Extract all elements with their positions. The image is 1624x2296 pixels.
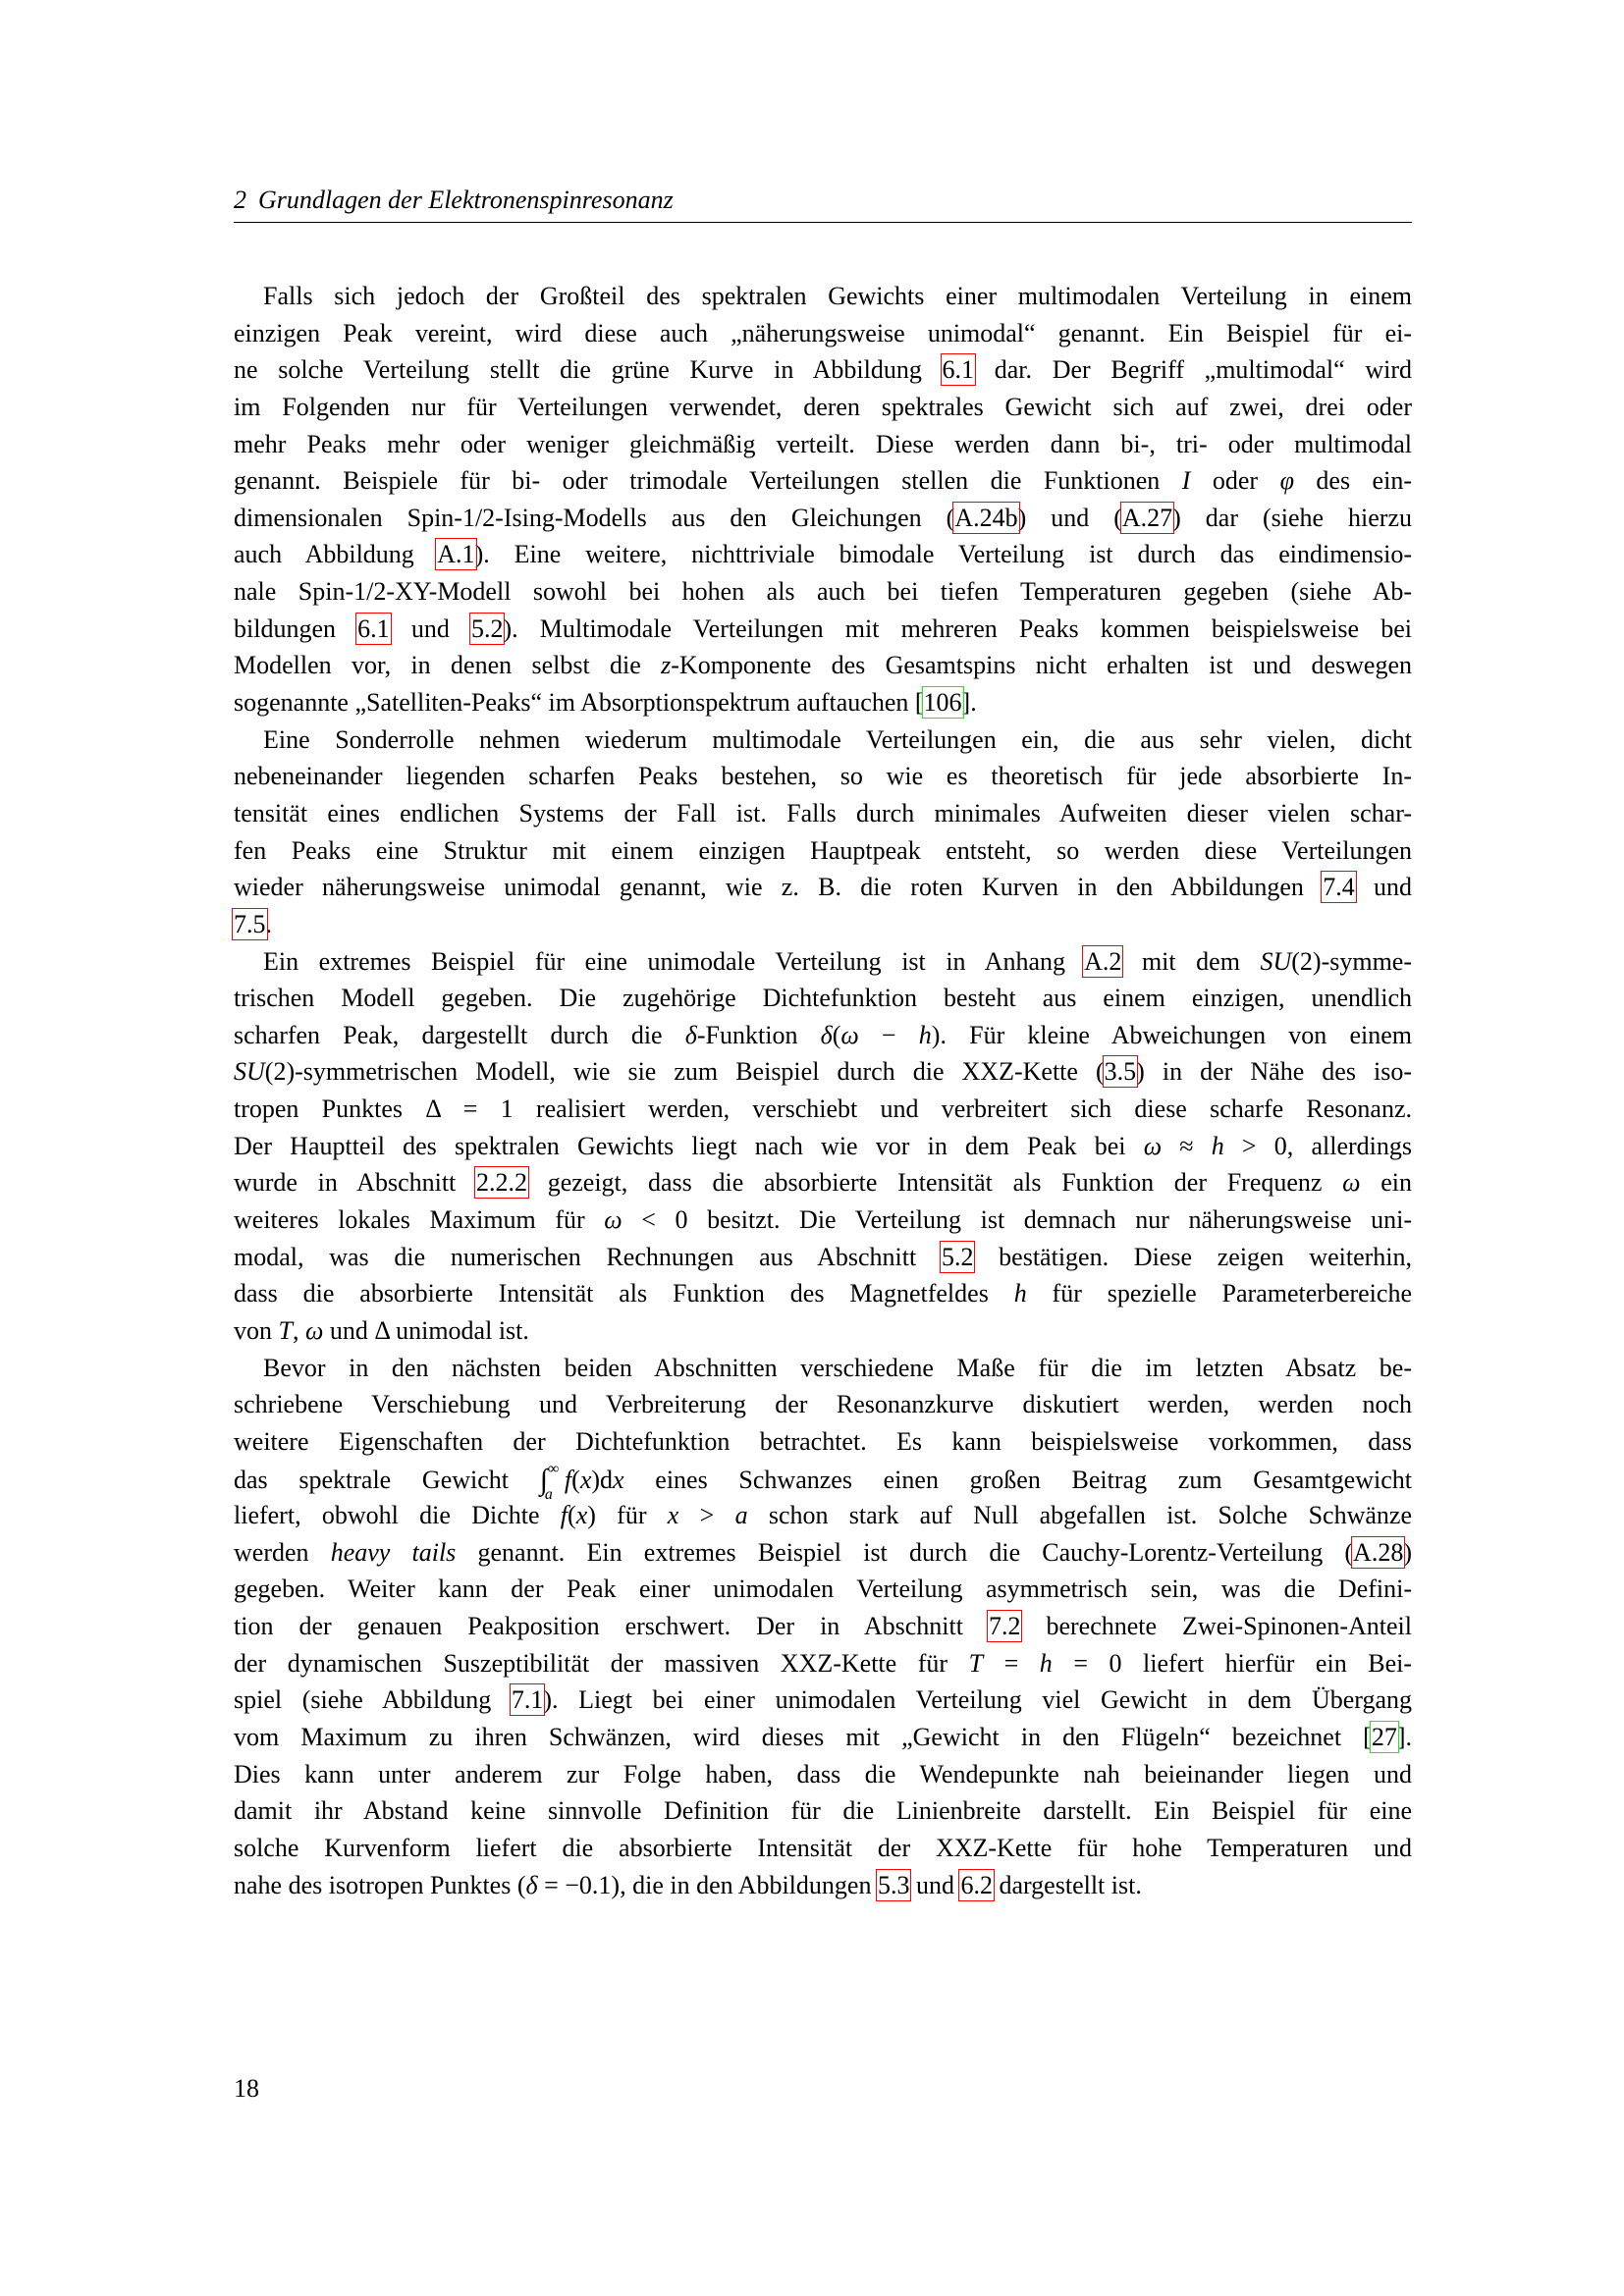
text-run: spiel (siehe Abbildung [234,1685,512,1715]
cross-reference-link[interactable]: 5.2 [941,1242,974,1271]
math-symbol: δ [525,1870,538,1899]
text-run: scharfen Peak, dargestellt durch die [234,1020,685,1049]
text-run: von [234,1315,279,1345]
text-run: genannt. Ein extremes Beispiel ist durch die Cauchy-Lorentz-Verteilung ( [456,1537,1354,1567]
text-run: und Δ unimodal ist. [323,1315,529,1345]
text-run: ≈ [1162,1131,1212,1160]
text-line [234,1386,1412,1423]
text-line [234,1682,1412,1719]
text-run: , [292,1315,305,1345]
cross-reference-link[interactable]: 6.2 [960,1870,993,1899]
cross-reference-link[interactable]: 7.2 [988,1612,1021,1641]
integral-limits [544,1460,565,1503]
text-line [234,611,1412,648]
text-run: und [1354,873,1413,902]
math-symbol: ω [1143,1131,1163,1160]
math-symbol: SU [234,1057,265,1087]
text-line [234,832,1412,870]
text-line [234,500,1412,537]
cross-reference-link[interactable]: 6.1 [357,614,390,643]
math-symbol: ω [1342,1168,1361,1198]
text-line [234,1017,1412,1054]
cross-reference-link[interactable]: 7.1 [511,1685,544,1715]
math-symbol: a [734,1501,748,1530]
paragraph [234,943,1412,1350]
text-line [234,1239,1412,1276]
text-run: weitere Eigenschaften der Dichtefunktion betrachtet. Es kann beispielsweise vorkommen, dass [234,1426,1412,1456]
text-run: Bevor in den nächsten beiden Abschnitten verschiedene Maße für die im letzten Absatz be- [263,1353,1412,1382]
text-run: Falls sich jedoch der Großteil des spektralen Gewichts einer multimodalen Verteilung in einem [263,282,1412,310]
text-run: dar. Der Begriff „multimodal“ wird [974,355,1412,385]
text-line [234,1756,1412,1793]
math-symbol: h [918,1020,932,1049]
cross-reference-link[interactable]: 7.5 [234,909,266,938]
text-line [234,536,1412,573]
text-line [234,758,1412,795]
chapter-number: 2 [234,186,246,214]
cross-reference-link[interactable]: A.1 [437,540,475,569]
text-run: werden [234,1537,331,1567]
text-run: ( [832,1020,841,1049]
text-run: sogenannte „Satelliten-Peaks“ im Absorptionspektrum auftauchen [ [234,688,924,718]
text-run: einzigen Peak vereint, wird diese auch „näherungsweise unimodal“ genannt. Ein Beispiel für ei- [234,318,1412,347]
cross-reference-link[interactable]: 7.4 [1323,873,1355,902]
text-line [234,278,1412,315]
text-run: auch Abbildung [234,540,438,569]
math-symbol: x [667,1501,679,1530]
cross-reference-link[interactable]: 5.3 [877,1870,910,1899]
text-run: ). Für kleine Abweichungen von einem [931,1020,1412,1049]
text-run: für spezielle Parameterbereiche [1026,1279,1412,1308]
text-run: − [858,1020,919,1049]
text-run: ). Multimodale Verteilungen mit mehreren Peaks kommen beispielsweise bei [503,614,1412,643]
text-line [234,426,1412,463]
text-run: ). Liegt bei einer unimodalen Verteilung viel Gewicht in dem Übergang [543,1685,1412,1715]
text-line [234,1645,1412,1682]
text-line [234,1608,1412,1645]
text-run: ]. [961,688,977,718]
text-line [234,906,1412,943]
text-run: -Komponente des Gesamtspins nicht erhalten ist und deswegen [671,651,1412,680]
text-run: bestätigen. Diese zeigen weiterhin, [973,1242,1412,1271]
text-line [234,1571,1412,1608]
text-run: . [265,909,272,938]
text-run: (2)-symme- [1291,946,1413,976]
math-symbol: z [661,651,672,680]
text-run: ( [571,1465,580,1494]
text-run: dass die absorbierte Intensität als Funktion des Magnetfeldes [234,1279,1014,1308]
text-run: dargestellt ist. [992,1870,1142,1899]
text-run: solche Kurvenform liefert die absorbierte Intensität der XXZ-Kette für hohe Temperaturen und [234,1833,1412,1862]
text-run: das spektrale Gewicht [234,1465,540,1494]
math-symbol: x [575,1501,588,1530]
text-run: eines Schwanzes einen großen Beitrag zum Gesamtgewicht [623,1465,1412,1494]
cross-reference-link[interactable]: A.2 [1084,946,1122,976]
math-symbol: δ [820,1020,833,1049]
cross-reference-link[interactable]: A.24b [954,503,1018,532]
integral-lower-limit: a [544,1485,553,1503]
text-run: tropen Punktes Δ = 1 realisiert werden, verschiebt und verbreitert sich diese scharfe Resonanz. [234,1095,1412,1124]
text-line [234,1534,1412,1572]
text-line [234,1830,1412,1867]
math-symbol: φ [1279,466,1294,496]
text-run: und [389,614,471,643]
text-line [234,1350,1412,1387]
text-run: tensität eines endlichen Systems der Fall ist. Falls durch minimales Aufweiten dieser vielen schar- [234,798,1412,828]
citation-link[interactable]: 27 [1371,1722,1397,1751]
text-run: ein [1360,1168,1413,1198]
text-run: wurde in Abschnitt [234,1168,476,1198]
math-symbol: I [1181,466,1191,496]
text-run: Modellen vor, in denen selbst die [234,651,662,680]
text-line [234,462,1412,500]
text-run: oder [1190,466,1280,496]
text-run: mit dem [1121,946,1261,976]
text-run: des ein- [1293,466,1412,496]
text-line [234,721,1412,759]
text-line [234,869,1412,906]
text-line [234,1312,1412,1350]
text-line [234,943,1412,981]
text-run: fen Peaks eine Struktur mit einem einzigen Hauptpeak entsteht, so werden diese Verteilungen [234,835,1412,865]
text-run: berechnete Zwei-Spinonen-Anteil [1020,1612,1412,1641]
cross-reference-link[interactable]: A.27 [1121,503,1173,532]
integral-expression [539,1460,565,1503]
text-run: (2)-symmetrischen Modell, wie sie zum Beispiel durch die XXZ-Kette ( [264,1057,1105,1087]
text-line [234,1091,1412,1128]
text-run: Dies kann unter anderem zur Folge haben, dass die Wendepunkte nah beieinander liegen und [234,1759,1412,1789]
text-line [234,1460,1412,1503]
chapter-title: Grundlagen der Elektronenspinresonanz [258,186,674,214]
text-line [234,1423,1412,1461]
paragraph [234,278,1412,721]
text-run: weiteres lokales Maximum für [234,1205,605,1235]
text-run: schon stark auf Null abgefallen ist. Solche Schwänze [747,1501,1412,1530]
text-run: ) und ( [1017,503,1122,532]
text-run: wieder näherungsweise unimodal genannt, wie z. B. die roten Kurven in den Abbildungen [234,873,1324,902]
text-run: Eine Sonderrolle nehmen wiederum multimodale Verteilungen ein, die aus sehr vielen, dicht [263,724,1412,754]
cross-reference-link[interactable]: 5.2 [470,614,504,643]
text-line [234,351,1412,389]
text-run: Ein extremes Beispiel für eine unimodale Verteilung ist in Anhang [263,946,1085,976]
text-run: genannt. Beispiele für bi- oder trimodale Verteilungen stellen die Funktionen [234,466,1182,496]
text-line [234,315,1412,352]
math-symbol: ω [304,1315,324,1345]
text-run: liefert, obwohl die Dichte [234,1501,561,1530]
text-run: )d [591,1465,614,1494]
text-run: nebeneinander liegenden scharfen Peaks bestehen, so wie es theoretisch für jede absorbierte In- [234,762,1412,791]
math-symbol: f [564,1465,572,1494]
math-symbol: ω [604,1205,623,1235]
text-line [234,1497,1412,1534]
paragraph [234,1350,1412,1904]
paragraph [234,721,1412,943]
text-run: im Folgenden nur für Verteilungen verwendet, deren spektrales Gewicht sich auf zwei, drei oder [234,392,1412,421]
text-line [234,1792,1412,1830]
text-run: = −0.1), die in den Abbildungen [537,1870,878,1899]
text-run: bildungen [234,614,358,643]
text-run: > 0, allerdings [1223,1131,1412,1160]
text-run: dimensionalen Spin-1/2-Ising-Modells aus den Gleichungen ( [234,503,955,532]
text-line [234,795,1412,832]
text-run: = 0 liefert hierfür ein Bei- [1052,1648,1412,1678]
text-run: -Funktion [696,1020,821,1049]
text-run: und [909,1870,961,1899]
math-symbol: T [278,1315,293,1345]
text-run: ) dar (siehe hierzu [1172,503,1412,532]
text-run: ( [568,1501,576,1530]
text-line [234,1201,1412,1239]
math-symbol: x [613,1465,624,1494]
cross-reference-link[interactable]: A.28 [1353,1537,1404,1567]
text-run: < 0 besitzt. Die Verteilung ist demnach nur näherungsweise uni- [622,1205,1412,1235]
text-run: gegeben. Weiter kann der Peak einer unimodalen Verteilung asymmetrisch sein, was die Defini- [234,1575,1412,1604]
text-line [234,980,1412,1017]
math-symbol: x [579,1465,592,1494]
integral-upper-limit: ∞ [547,1460,560,1477]
text-run: nahe des isotropen Punktes ( [234,1870,526,1899]
text-run: ]. [1396,1722,1412,1751]
math-symbol: h [1039,1648,1053,1678]
text-run: nale Spin-1/2-XY-Modell sowohl bei hohen als auch bei tiefen Temperaturen gegeben (siehe Ab- [234,577,1412,607]
text-run: mehr Peaks mehr oder weniger gleichmäßig verteilt. Diese werden dann bi-, tri- oder multimodal [234,429,1412,458]
page-number: 18 [234,2074,259,2103]
integral-sign: ∫ [539,1463,548,1496]
math-symbol: δ [684,1020,697,1049]
math-symbol: T [968,1648,984,1678]
text-run: ) in der Nähe des iso- [1136,1057,1412,1087]
cross-reference-link[interactable]: 6.1 [942,355,975,385]
text-run: modal, was die numerischen Rechnungen aus Abschnitt [234,1242,942,1271]
header-rule [234,222,1412,223]
text-run: tion der genauen Peakposition erschwert. Der in Abschnitt [234,1612,989,1641]
text-run: damit ihr Abstand keine sinnvolle Definition für die Linienbreite darstellt. Ein Beispiel für eine [234,1796,1412,1826]
text-line [234,573,1412,611]
running-header [234,183,1412,218]
math-symbol: f [560,1501,568,1530]
text-run: = [983,1648,1040,1678]
emphasis-text: heavy tails [330,1537,457,1567]
text-line [234,1128,1412,1165]
math-symbol: ω [840,1020,859,1049]
text-run: der dynamischen Suszeptibilität der massiven XXZ-Kette für [234,1648,969,1678]
text-run: schriebene Verschiebung und Verbreiterung der Resonanzkurve diskutiert werden, werden noch [234,1390,1412,1419]
text-run: vom Maximum zu ihren Schwänzen, wird dieses mit „Gewicht in den Flügeln“ bezeichnet [ [234,1722,1372,1751]
text-run: ) für [587,1501,668,1530]
math-symbol: SU [1260,946,1292,976]
text-run: Der Hauptteil des spektralen Gewichts liegt nach wie vor in dem Peak bei [234,1131,1144,1160]
math-symbol: h [1013,1279,1027,1308]
citation-link[interactable]: 106 [923,688,962,718]
text-line [234,1053,1412,1091]
text-line [234,389,1412,426]
text-line [234,1275,1412,1312]
text-run: trischen Modell gegeben. Die zugehörige Dichtefunktion besteht aus einem einzigen, unendlich [234,984,1412,1013]
text-line [234,684,1412,721]
text-line [234,1164,1412,1201]
cross-reference-link[interactable]: 2.2.2 [476,1168,527,1198]
text-run: > [678,1501,735,1530]
text-line [234,1867,1412,1904]
body-text [234,278,1412,1903]
text-run: ) [1403,1537,1412,1567]
text-run: ). Eine weitere, nichttriviale bimodale Verteilung ist durch das eindimensio- [474,540,1413,569]
text-run: gezeigt, dass die absorbierte Intensität als Funktion der Frequenz [527,1168,1343,1198]
text-run: ne solche Verteilung stellt die grüne Kurve in Abbildung [234,355,943,385]
text-line [234,1719,1412,1756]
math-symbol: h [1211,1131,1224,1160]
text-line [234,647,1412,684]
cross-reference-link[interactable]: 3.5 [1104,1057,1137,1087]
